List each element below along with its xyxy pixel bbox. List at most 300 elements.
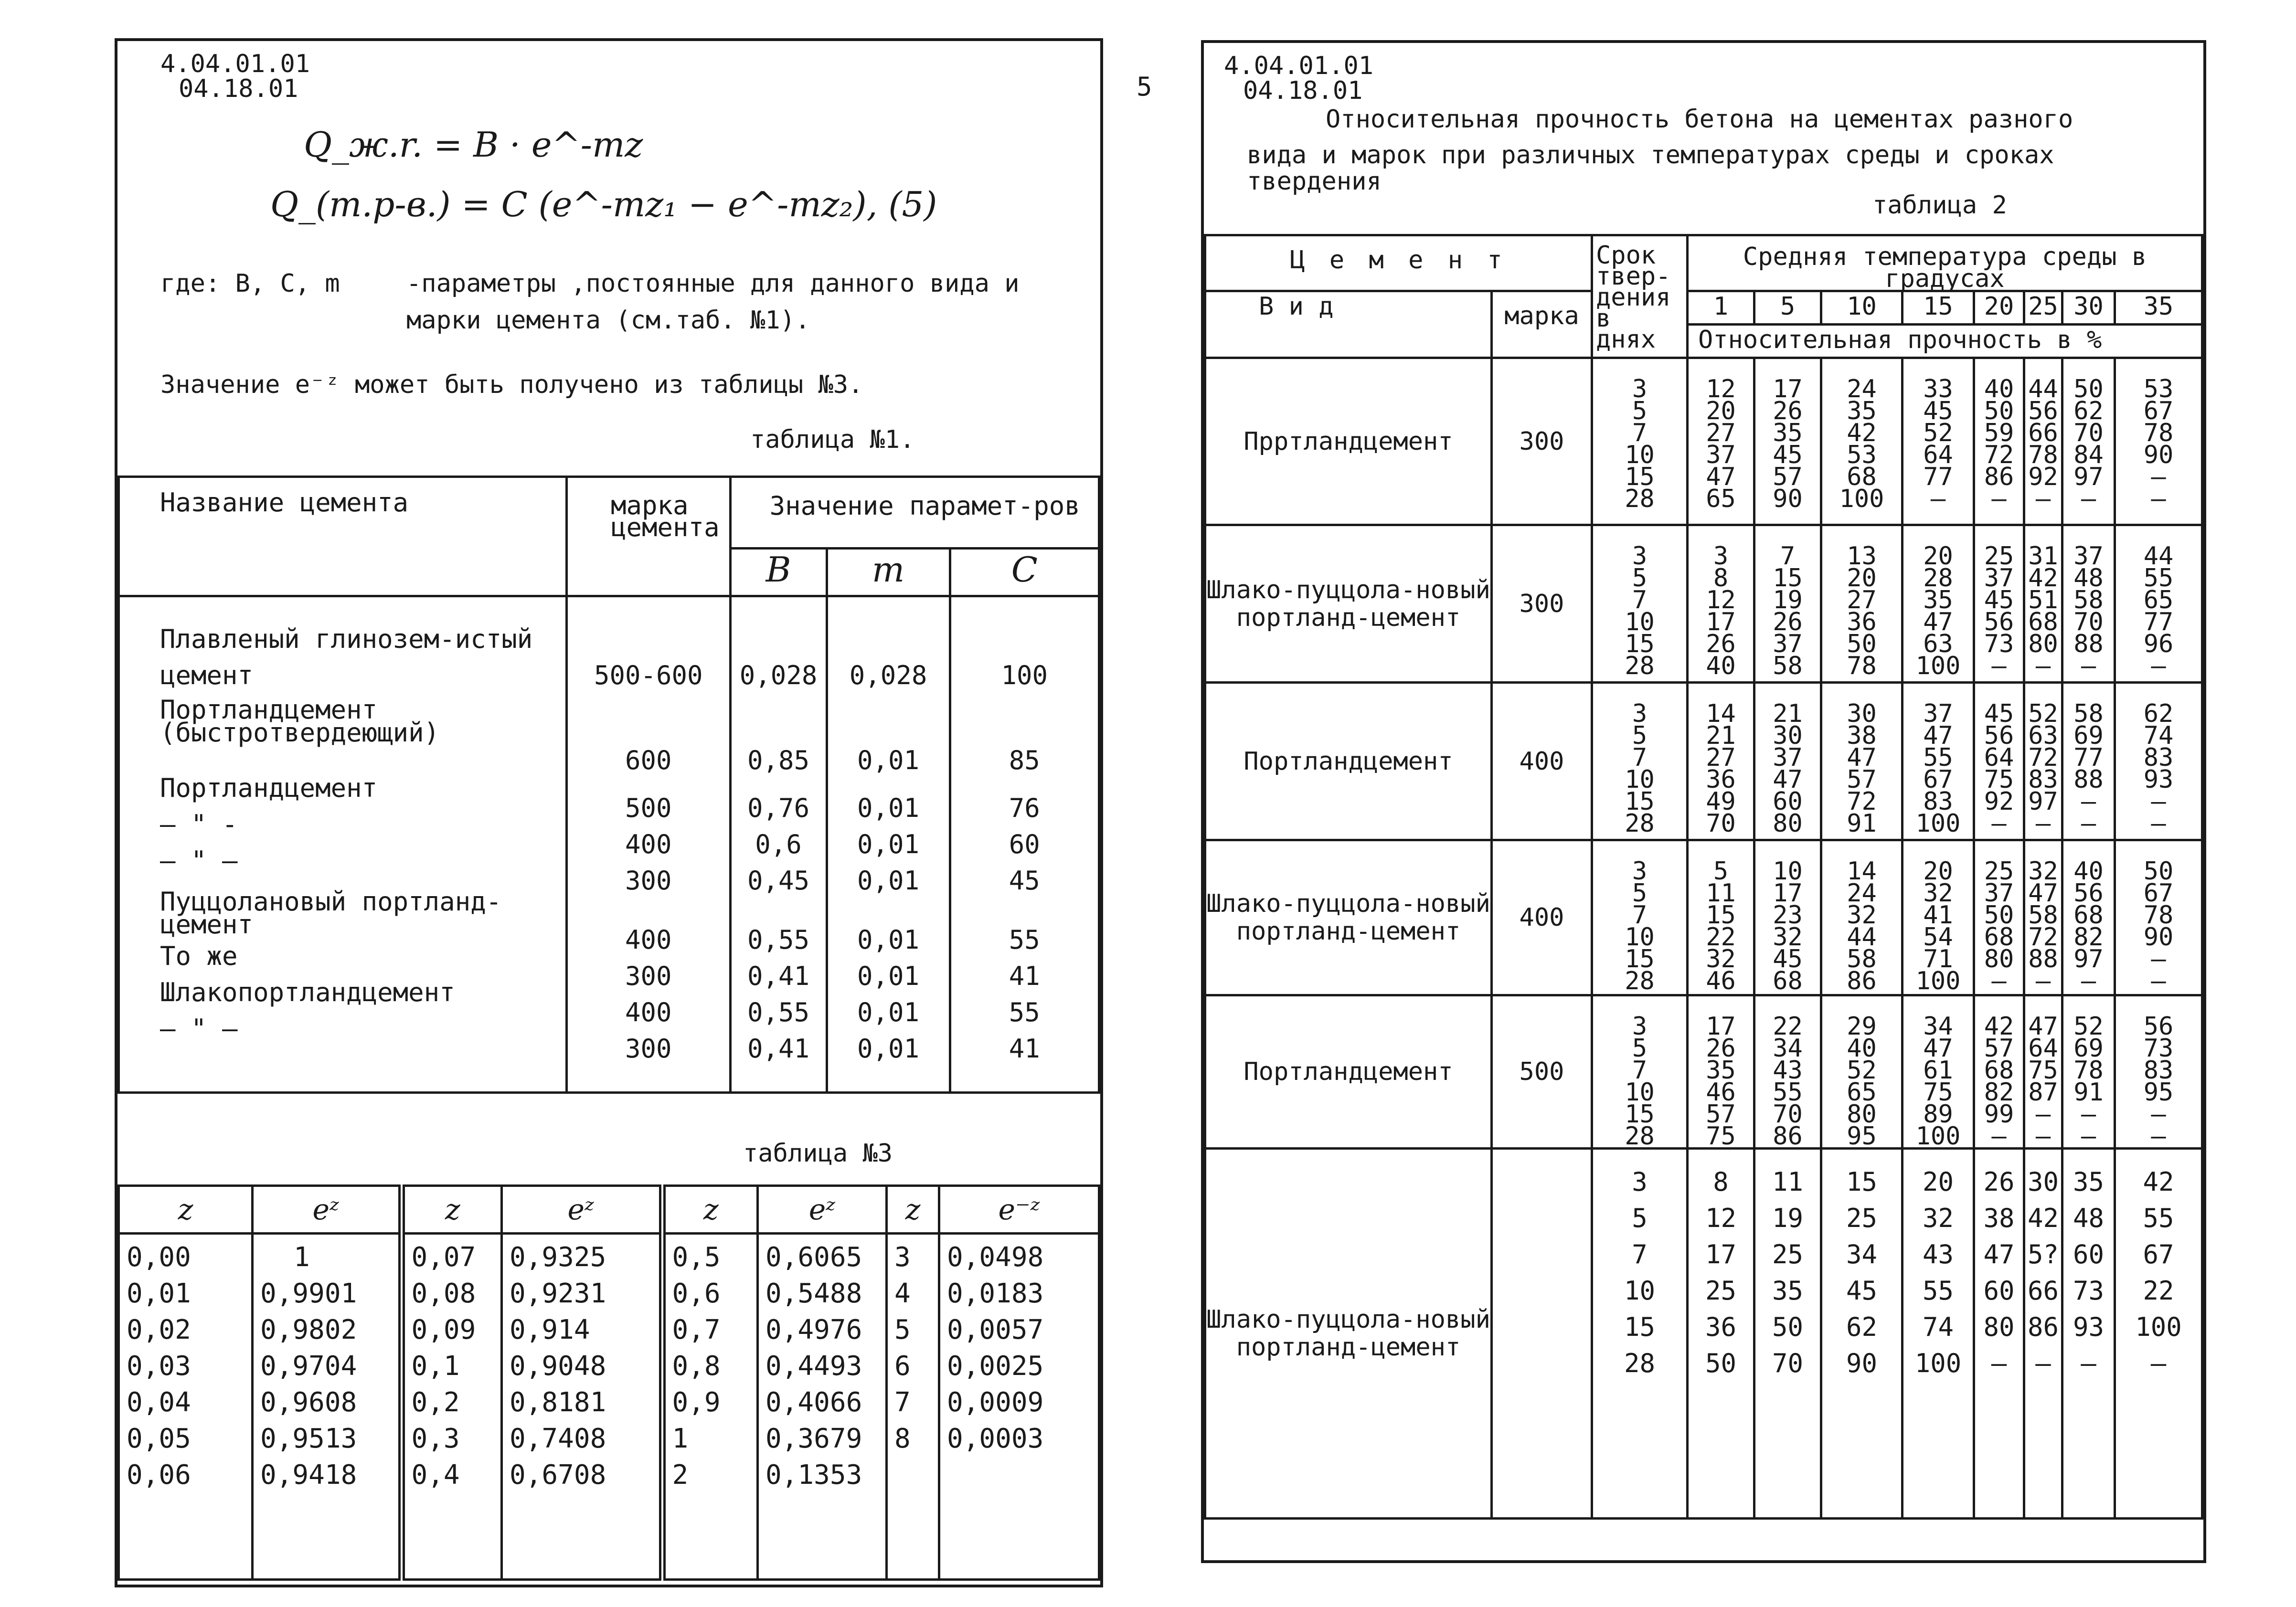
strength-column — [1754, 525, 1821, 683]
param-b: 0,45 — [747, 866, 810, 896]
param-c: 60 — [1009, 829, 1040, 859]
strength-value: – — [2150, 1348, 2167, 1378]
strength-value: 100 — [1915, 967, 1961, 995]
cement-mark: 600 — [625, 745, 672, 775]
param-b: 0,85 — [747, 745, 810, 775]
strength-value: – — [1991, 652, 2007, 680]
strength-value: 40 — [1847, 1034, 1877, 1063]
strength-value: 90 — [2143, 923, 2174, 952]
strength-value: 50 — [2143, 857, 2174, 886]
param-m: 0,01 — [857, 793, 920, 823]
strength-value: 86 — [1773, 1122, 1803, 1151]
strength-column — [2024, 840, 2062, 995]
strength-value: 51 — [2028, 586, 2058, 614]
strength-value: 32 — [1923, 879, 1953, 908]
z-value: 0,08 — [411, 1278, 476, 1309]
strength-value: 19 — [1773, 586, 1803, 614]
strength-value: 35 — [1772, 1276, 1804, 1306]
strength-value: 60 — [1983, 1276, 2015, 1306]
strength-column — [1903, 995, 1974, 1149]
strength-value: 37 — [1773, 630, 1803, 658]
strength-value: 26 — [1983, 1167, 2015, 1197]
z-value: 0,6 — [672, 1278, 721, 1309]
strength-value: 69 — [2073, 721, 2104, 750]
param-m: 0,01 — [857, 925, 920, 955]
z-value: 0,01 — [127, 1278, 191, 1309]
strength-value: 78 — [2143, 901, 2174, 930]
strength-value: 44 — [2143, 542, 2174, 571]
strength-column — [2024, 683, 2062, 840]
strength-value: – — [1991, 485, 2007, 513]
strength-value: 52 — [1847, 1056, 1877, 1085]
strength-value: 100 — [1915, 809, 1961, 838]
strength-value: 77 — [1923, 463, 1953, 491]
z-value: 0,4 — [411, 1459, 460, 1491]
z-value: 5 — [894, 1314, 911, 1345]
table3-caption: таблица №3 — [743, 1139, 893, 1168]
days-column — [1592, 840, 1688, 995]
strength-value: 80 — [1847, 1100, 1877, 1129]
z-value: 0,07 — [411, 1242, 476, 1273]
strength-value: – — [2081, 1122, 2096, 1151]
strength-column — [2115, 840, 2202, 995]
strength-value: 59 — [1984, 419, 2014, 447]
ez-value: 0,3679 — [765, 1423, 862, 1454]
strength-value: 65 — [1706, 485, 1736, 513]
strength-value: 19 — [1772, 1203, 1804, 1233]
ez-value: 0,9418 — [260, 1459, 357, 1491]
strength-value: 70 — [1706, 809, 1736, 838]
header-mark: марка цемента — [567, 477, 731, 596]
strength-value: 73 — [2073, 1276, 2105, 1306]
days-value: 10 — [1625, 441, 1655, 469]
strength-value: – — [1991, 967, 2007, 995]
days-value: 15 — [1625, 1100, 1655, 1129]
table-3 — [117, 1184, 1100, 1581]
strength-value: – — [2035, 485, 2051, 513]
temp-header: 10 — [1821, 291, 1903, 325]
e-minus-z-value: 0,0183 — [947, 1278, 1044, 1309]
strength-value: 36 — [1847, 608, 1877, 636]
param-c: 100 — [1001, 660, 1048, 690]
strength-value: 47 — [2028, 879, 2058, 908]
days-value: 10 — [1624, 1276, 1656, 1306]
strength-value: 15 — [1773, 564, 1803, 592]
strength-column — [1688, 1149, 1754, 1519]
strength-value: 30 — [1773, 721, 1803, 750]
strength-value: 88 — [2073, 765, 2104, 794]
strength-value: 25 — [1846, 1203, 1878, 1233]
e-minus-z-column — [939, 1234, 1099, 1580]
strength-value: 95 — [2143, 1078, 2174, 1107]
strength-value: 38 — [1983, 1203, 2015, 1233]
strength-value: 75 — [1923, 1078, 1953, 1107]
strength-value: 21 — [1773, 699, 1803, 728]
cement-kind: Портландцемент — [1205, 683, 1492, 840]
z-value: 6 — [894, 1351, 911, 1382]
strength-value: 17 — [1773, 375, 1803, 403]
strength-value: 8 — [1713, 1167, 1729, 1197]
strength-value: 42 — [1984, 1012, 2014, 1041]
ez-value: 0,5488 — [765, 1278, 862, 1309]
strength-column — [1754, 995, 1821, 1149]
z-value: 0,3 — [411, 1423, 460, 1454]
strength-value: 15 — [1846, 1167, 1878, 1197]
strength-value: 28 — [1923, 564, 1953, 592]
strength-value: 36 — [1705, 1312, 1737, 1342]
z-value: 1 — [672, 1423, 689, 1454]
strength-value: 88 — [2073, 630, 2104, 658]
strength-value: 68 — [1847, 463, 1877, 491]
strength-value: 15 — [1706, 901, 1736, 930]
param-b: 0,55 — [747, 925, 810, 955]
strength-column — [1903, 683, 1974, 840]
strength-value: – — [2151, 652, 2166, 680]
z-value: 0,1 — [411, 1351, 460, 1382]
strength-value: 89 — [1923, 1100, 1953, 1129]
strength-value: – — [2035, 1122, 2051, 1151]
strength-value: – — [2081, 485, 2096, 513]
strength-value: 90 — [2143, 441, 2174, 469]
strength-column — [1821, 525, 1903, 683]
days-value: 10 — [1625, 608, 1655, 636]
z-value: 8 — [894, 1423, 911, 1454]
strength-value: 12 — [1706, 586, 1736, 614]
strength-value: 67 — [2143, 879, 2174, 908]
strength-value: 80 — [1773, 809, 1803, 838]
strength-value: 31 — [2028, 542, 2058, 571]
strength-value: 99 — [1984, 1100, 2014, 1129]
strength-column — [1754, 1149, 1821, 1519]
days-column — [1592, 358, 1688, 525]
days-value: 28 — [1625, 809, 1655, 838]
header-mark: марка — [1492, 291, 1592, 358]
header-ez: eᶻ — [253, 1186, 402, 1234]
table1-names-cell — [119, 596, 567, 1093]
strength-value: 56 — [1984, 608, 2014, 636]
strength-value: – — [1991, 1122, 2007, 1151]
days-value: 28 — [1625, 967, 1655, 995]
title-line-1: Относительная прочность бетона на цементах разного — [1326, 105, 2073, 134]
param-c: 55 — [1009, 997, 1040, 1027]
strength-column — [1974, 840, 2024, 995]
strength-column — [2024, 358, 2062, 525]
strength-column — [1974, 525, 2024, 683]
strength-value: 63 — [1923, 630, 1953, 658]
strength-value: 40 — [1984, 375, 2014, 403]
strength-column — [2115, 1149, 2202, 1519]
formula-2: Q_(т.р-в.) = C (e^-mz₁ − e^-mz₂), (5) — [270, 184, 937, 224]
strength-column — [1974, 1149, 2024, 1519]
strength-value: 42 — [2143, 1167, 2174, 1197]
strength-column — [2062, 995, 2115, 1149]
strength-value: 57 — [1984, 1034, 2014, 1063]
strength-value: 73 — [2143, 1034, 2174, 1063]
days-column — [1592, 525, 1688, 683]
strength-value: 96 — [2143, 630, 2174, 658]
header-ez: eᶻ — [758, 1186, 887, 1234]
strength-value: 20 — [1922, 1167, 1954, 1197]
doc-code-secondary: 04.18.01 — [1243, 76, 1363, 105]
table2-row — [1205, 525, 2202, 683]
strength-value: 78 — [2073, 1056, 2104, 1085]
strength-value: 25 — [1772, 1239, 1804, 1269]
strength-column — [2115, 683, 2202, 840]
strength-value: – — [2151, 809, 2166, 838]
strength-column — [1688, 683, 1754, 840]
strength-column — [1903, 1149, 1974, 1519]
strength-value: 55 — [1773, 1078, 1803, 1107]
table1-caption: таблица №1. — [750, 425, 915, 454]
strength-value: 47 — [1923, 721, 1953, 750]
strength-value: 11 — [1706, 879, 1736, 908]
strength-value: 8 — [1713, 564, 1729, 592]
ez-value: 0,9048 — [510, 1351, 606, 1382]
strength-value: 83 — [1923, 787, 1953, 816]
strength-value: 21 — [1706, 721, 1736, 750]
strength-value: 40 — [1706, 652, 1736, 680]
strength-value: 20 — [1847, 564, 1877, 592]
table2-row — [1205, 683, 2202, 840]
strength-value: 17 — [1705, 1239, 1737, 1269]
cement-kind: Шлако-пуццола-новый портланд-цемент — [1205, 1149, 1492, 1519]
strength-value: 35 — [1706, 1056, 1736, 1085]
strength-value: – — [2151, 485, 2166, 513]
strength-value: 45 — [1846, 1276, 1878, 1306]
ez-value: 0,8181 — [510, 1387, 606, 1418]
header-name: Название цемента — [119, 477, 567, 596]
right-page — [1201, 40, 2206, 1563]
strength-value: 45 — [1984, 699, 2014, 728]
table1-marks-cell — [567, 596, 731, 1093]
days-value: 15 — [1625, 787, 1655, 816]
strength-value: 29 — [1847, 1012, 1877, 1041]
strength-value: 48 — [2073, 564, 2104, 592]
strength-value: – — [1991, 1348, 2007, 1378]
header-z: z — [887, 1186, 939, 1234]
strength-value: 32 — [1847, 901, 1877, 930]
strength-value: 100 — [2135, 1312, 2182, 1342]
strength-value: 24 — [1847, 879, 1877, 908]
strength-value: 61 — [1923, 1056, 1953, 1085]
strength-value: 78 — [2028, 441, 2058, 469]
strength-value: – — [1930, 485, 1946, 513]
param-m: 0,01 — [857, 1034, 920, 1064]
z-value: 0,05 — [127, 1423, 191, 1454]
strength-value: 26 — [1773, 397, 1803, 425]
strength-value: – — [2035, 809, 2051, 838]
strength-value: 42 — [2028, 564, 2058, 592]
strength-value: 57 — [1847, 765, 1877, 794]
strength-value: 38 — [1847, 721, 1877, 750]
strength-column — [1688, 525, 1754, 683]
strength-value: 87 — [2028, 1078, 2058, 1107]
header-c: C — [950, 549, 1099, 596]
doc-code-secondary: 04.18.01 — [179, 74, 298, 103]
strength-value: 47 — [1773, 765, 1803, 794]
z-value: 2 — [672, 1459, 689, 1491]
ez-value: 0,9608 — [260, 1387, 357, 1418]
strength-value: 34 — [1923, 1012, 1953, 1041]
header-e-minus-z: e⁻ᶻ — [939, 1186, 1099, 1234]
cement-name: Портландцемент — [160, 773, 378, 803]
param-m: 0,028 — [849, 660, 927, 690]
days-value: 15 — [1624, 1312, 1656, 1342]
days-value: 10 — [1625, 923, 1655, 952]
temp-header: 15 — [1903, 291, 1974, 325]
strength-column — [1754, 683, 1821, 840]
strength-column — [1821, 995, 1903, 1149]
header-term: Срок твер-дения в днях — [1592, 235, 1688, 358]
strength-value: 56 — [1984, 721, 2014, 750]
doc-code: 4.04.01.01 — [160, 50, 310, 78]
strength-value: 27 — [1706, 743, 1736, 772]
days-value: 5 — [1632, 564, 1648, 592]
strength-value: – — [2081, 967, 2096, 995]
header-params: Значение парамет-ров — [730, 477, 1099, 549]
strength-column — [1974, 995, 2024, 1149]
strength-value: 25 — [1984, 542, 2014, 571]
strength-column — [2062, 525, 2115, 683]
strength-value: 45 — [1773, 441, 1803, 469]
strength-value: 75 — [1984, 765, 2014, 794]
z-value: 4 — [894, 1278, 911, 1309]
strength-value: 25 — [1705, 1276, 1737, 1306]
strength-value: 88 — [2028, 945, 2058, 973]
strength-value: – — [2081, 787, 2096, 816]
strength-column — [2024, 995, 2062, 1149]
strength-value: 27 — [1847, 586, 1877, 614]
strength-value: 72 — [1984, 441, 2014, 469]
strength-value: 37 — [2073, 542, 2104, 571]
z-value: 0,02 — [127, 1314, 191, 1345]
title-line-3: твердения — [1247, 167, 1382, 196]
strength-value: 12 — [1705, 1203, 1737, 1233]
strength-value: 43 — [1922, 1239, 1954, 1269]
ez-value: 1 — [294, 1242, 310, 1273]
strength-value: 5 — [1713, 857, 1729, 886]
strength-value: 67 — [1923, 765, 1953, 794]
cement-name: Портландцемент (быстротвердеющий) — [160, 695, 440, 748]
strength-value: 26 — [1706, 630, 1736, 658]
strength-value: 37 — [1923, 699, 1953, 728]
strength-value: 34 — [1773, 1034, 1803, 1063]
strength-value: 68 — [1984, 1056, 2014, 1085]
strength-value: 77 — [2143, 608, 2174, 636]
strength-column — [1821, 358, 1903, 525]
strength-value: 92 — [2028, 463, 2058, 491]
strength-value: 68 — [1984, 923, 2014, 952]
param-c: 41 — [1009, 961, 1040, 991]
strength-value: 50 — [2073, 375, 2104, 403]
strength-column — [1688, 995, 1754, 1149]
strength-value: 30 — [2027, 1167, 2059, 1197]
param-c: 41 — [1009, 1034, 1040, 1064]
params-text-2: марки цемента (см.таб. №1). — [406, 306, 810, 335]
left-page — [115, 38, 1103, 1587]
strength-value: 57 — [1773, 463, 1803, 491]
ez-value: 0,6708 — [510, 1459, 606, 1491]
strength-value: 56 — [2028, 397, 2058, 425]
days-value: 3 — [1632, 1012, 1648, 1041]
days-value: 15 — [1625, 945, 1655, 973]
strength-value: 75 — [2028, 1056, 2058, 1085]
strength-value: 60 — [1773, 787, 1803, 816]
days-value: 3 — [1632, 1167, 1648, 1197]
strength-value: 52 — [1923, 419, 1953, 447]
strength-value: 50 — [1772, 1312, 1804, 1342]
strength-value: 14 — [1706, 699, 1736, 728]
strength-column — [2115, 358, 2202, 525]
strength-value: 64 — [1923, 441, 1953, 469]
header-cement-text: Ц е м е н т — [1290, 246, 1507, 275]
strength-value: 58 — [2073, 586, 2104, 614]
strength-value: 47 — [1923, 608, 1953, 636]
ez-value: 0,9704 — [260, 1351, 357, 1382]
strength-value: 5? — [2027, 1239, 2059, 1269]
ez-value: 0,4976 — [765, 1314, 862, 1345]
strength-column — [1974, 683, 2024, 840]
days-value: 5 — [1632, 721, 1648, 750]
strength-value: – — [2035, 1100, 2051, 1129]
page-number: 5 — [1137, 72, 1152, 102]
z-value: 0,8 — [672, 1351, 721, 1382]
strength-value: 47 — [1706, 463, 1736, 491]
strength-value: – — [2035, 1348, 2051, 1378]
strength-value: 32 — [1773, 923, 1803, 952]
days-value: 15 — [1625, 630, 1655, 658]
strength-value: 56 — [2073, 879, 2104, 908]
strength-value: 91 — [1847, 809, 1877, 838]
days-value: 7 — [1632, 1239, 1648, 1269]
temp-header: 5 — [1754, 291, 1821, 325]
strength-value: 35 — [2073, 1167, 2105, 1197]
table2-caption: таблица 2 — [1872, 191, 2007, 220]
strength-value: 72 — [2028, 743, 2058, 772]
param-c: 85 — [1009, 745, 1040, 775]
table1-m-cell — [827, 596, 950, 1093]
strength-value: 52 — [2028, 699, 2058, 728]
header-cement — [1205, 235, 1592, 291]
strength-value: 25 — [1984, 857, 2014, 886]
temp-header: 20 — [1974, 291, 2024, 325]
strength-value: 47 — [1847, 743, 1877, 772]
strength-value: 68 — [2028, 608, 2058, 636]
strength-value: 64 — [2028, 1034, 2058, 1063]
days-value: 10 — [1625, 1078, 1655, 1107]
z-value: 3 — [894, 1242, 911, 1273]
strength-column — [1688, 840, 1754, 995]
strength-value: 42 — [2027, 1203, 2059, 1233]
days-value: 5 — [1632, 1203, 1648, 1233]
strength-value: 23 — [1773, 901, 1803, 930]
table2-row — [1205, 1149, 2202, 1519]
days-value: 3 — [1632, 542, 1648, 571]
strength-value: – — [2081, 1100, 2096, 1129]
strength-value: 86 — [1847, 967, 1877, 995]
ez-value: 0,9325 — [510, 1242, 606, 1273]
days-value: 7 — [1632, 901, 1648, 930]
strength-value: 11 — [1772, 1167, 1804, 1197]
strength-value: 55 — [2143, 1203, 2174, 1233]
days-value: 28 — [1624, 1348, 1656, 1378]
temp-header: 1 — [1688, 291, 1754, 325]
ez-value: 0,9901 — [260, 1278, 357, 1309]
z-value: 0,9 — [672, 1387, 721, 1418]
strength-value: 90 — [1773, 485, 1803, 513]
days-column — [1592, 683, 1688, 840]
cement-mark: 300 — [625, 961, 672, 991]
